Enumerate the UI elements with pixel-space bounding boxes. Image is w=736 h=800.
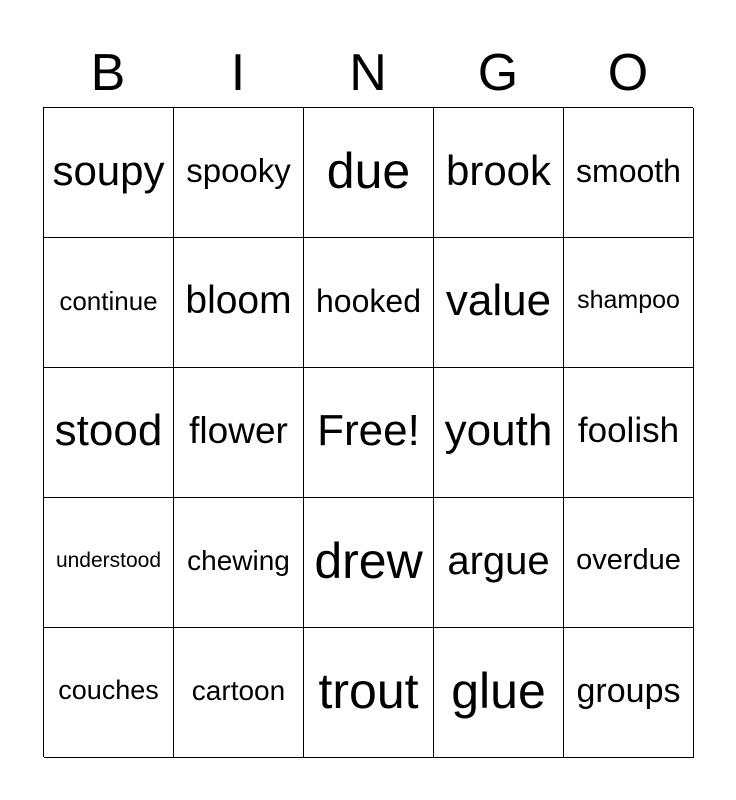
bingo-cell[interactable]: soupy	[44, 108, 174, 238]
bingo-cell[interactable]: smooth	[564, 108, 694, 238]
bingo-cell[interactable]: groups	[564, 628, 694, 758]
bingo-cell[interactable]: value	[434, 238, 564, 368]
bingo-board	[43, 107, 693, 757]
header-letter-n: N	[349, 44, 387, 102]
bingo-cell[interactable]: drew	[304, 498, 434, 628]
bingo-cell[interactable]: continue	[44, 238, 174, 368]
bingo-cell[interactable]: flower	[174, 368, 304, 498]
bingo-cell[interactable]: trout	[304, 628, 434, 758]
bingo-cell[interactable]: cartoon	[174, 628, 304, 758]
bingo-cell[interactable]: bloom	[174, 238, 304, 368]
bingo-cell[interactable]: chewing	[174, 498, 304, 628]
bingo-cell[interactable]: overdue	[564, 498, 694, 628]
bingo-header	[43, 40, 693, 106]
bingo-cell[interactable]: understood	[44, 498, 174, 628]
bingo-cell[interactable]: shampoo	[564, 238, 694, 368]
header-letter-b: B	[90, 44, 126, 102]
bingo-cell[interactable]: argue	[434, 498, 564, 628]
bingo-cell[interactable]: couches	[44, 628, 174, 758]
bingo-cell[interactable]: youth	[434, 368, 564, 498]
bingo-cell[interactable]: spooky	[174, 108, 304, 238]
bingo-cell[interactable]: due	[304, 108, 434, 238]
bingo-cell[interactable]: brook	[434, 108, 564, 238]
bingo-cell[interactable]: glue	[434, 628, 564, 758]
bingo-cell[interactable]: hooked	[304, 238, 434, 368]
free-space-cell[interactable]: Free!	[304, 368, 434, 498]
bingo-cell[interactable]: stood	[44, 368, 174, 498]
bingo-cell[interactable]: foolish	[564, 368, 694, 498]
header-letter-g: G	[477, 44, 519, 102]
header-letter-i: I	[230, 44, 246, 102]
header-letter-o: O	[607, 44, 649, 102]
